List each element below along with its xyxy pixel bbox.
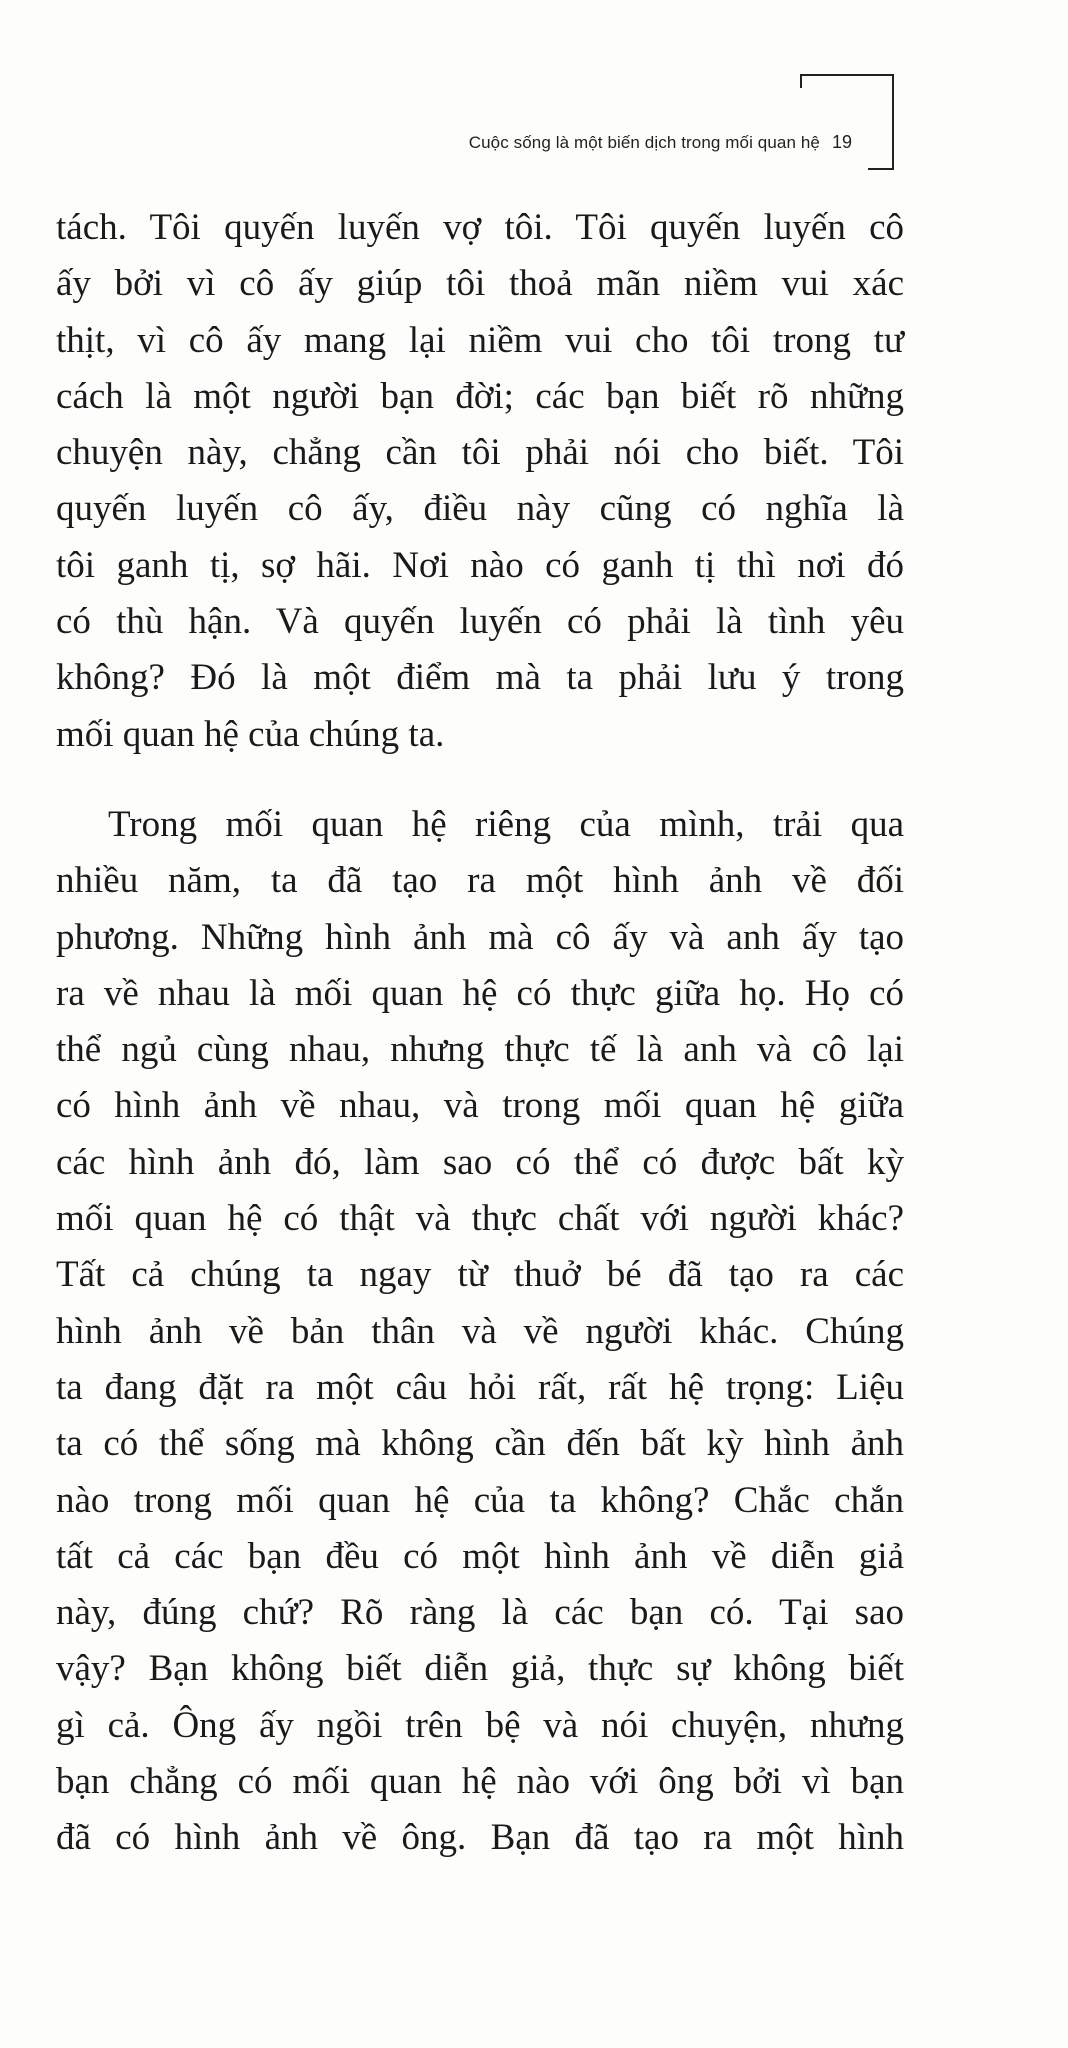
running-title: Cuộc sống là một biến dịch trong mối quan hệ xyxy=(468,133,820,152)
text-line: hình ảnh về bản thân và về người khác. Chúng xyxy=(56,1310,904,1352)
text-line: có hình ảnh về nhau, và trong mối quan hệ giữa xyxy=(56,1085,904,1127)
text-line: này, đúng chứ? Rõ ràng là các bạn có. Tại sao xyxy=(56,1592,904,1634)
text-line: phương. Những hình ảnh mà cô ấy và anh ấy tạo xyxy=(56,916,904,958)
text-line: bạn chẳng có mối quan hệ nào với ông bởi vì bạn xyxy=(56,1761,904,1803)
text-line: tất cả các bạn đều có một hình ảnh về diễn giả xyxy=(56,1535,904,1577)
text-line: cách là một người bạn đời; các bạn biết rõ những xyxy=(56,375,904,417)
text-line: chuyện này, chẳng cần tôi phải nói cho biết. Tôi xyxy=(56,432,904,474)
text-line: tách. Tôi quyến luyến vợ tôi. Tôi quyến luyến cô xyxy=(56,207,904,248)
text-line: mối quan hệ có thật và thực chất với người khác? xyxy=(56,1198,904,1240)
paragraph-1 xyxy=(56,200,904,763)
body-text xyxy=(56,200,904,1867)
text-line: ra về nhau là mối quan hệ có thực giữa họ. Họ có xyxy=(56,972,904,1014)
paragraph-2 xyxy=(56,797,904,1867)
paragraph-gap xyxy=(56,763,904,797)
text-line: nhiều năm, ta đã tạo ra một hình ảnh về đối xyxy=(56,860,904,902)
text-line: tôi ganh tị, sợ hãi. Nơi nào có ganh tị thì nơi đó xyxy=(56,544,904,586)
text-line: ta đang đặt ra một câu hỏi rất, rất hệ trọng: Liệu xyxy=(56,1366,904,1408)
text-line: các hình ảnh đó, làm sao có thể có được bất kỳ xyxy=(56,1141,904,1183)
running-header xyxy=(380,132,852,153)
text-line: có thù hận. Và quyến luyến có phải là tình yêu xyxy=(56,601,904,643)
page-number: 19 xyxy=(831,132,852,152)
text-line: ta có thể sống mà không cần đến bất kỳ hình ảnh xyxy=(56,1423,904,1465)
header-bracket-ornament xyxy=(800,74,896,170)
text-line: Trong mối quan hệ riêng của mình, trải qua xyxy=(108,803,904,845)
text-line: vậy? Bạn không biết diễn giả, thực sự không biết xyxy=(56,1648,904,1690)
text-line: ấy bởi vì cô ấy giúp tôi thoả mãn niềm vui xác xyxy=(56,263,904,305)
text-line: gì cả. Ông ấy ngồi trên bệ và nói chuyện, nhưng xyxy=(56,1704,904,1746)
text-line: quyến luyến cô ấy, điều này cũng có nghĩa là xyxy=(56,488,904,530)
text-line: không? Đó là một điểm mà ta phải lưu ý trong xyxy=(56,657,904,699)
text-line: thịt, vì cô ấy mang lại niềm vui cho tôi trong tư xyxy=(56,319,904,361)
text-line: mối quan hệ của chúng ta. xyxy=(56,713,445,755)
text-line: Tất cả chúng ta ngay từ thuở bé đã tạo ra các xyxy=(56,1254,904,1296)
text-line: thể ngủ cùng nhau, nhưng thực tế là anh và cô lại xyxy=(56,1029,904,1071)
text-line: đã có hình ảnh về ông. Bạn đã tạo ra một hình xyxy=(56,1817,904,1859)
text-line: nào trong mối quan hệ của ta không? Chắc chắn xyxy=(56,1479,904,1521)
